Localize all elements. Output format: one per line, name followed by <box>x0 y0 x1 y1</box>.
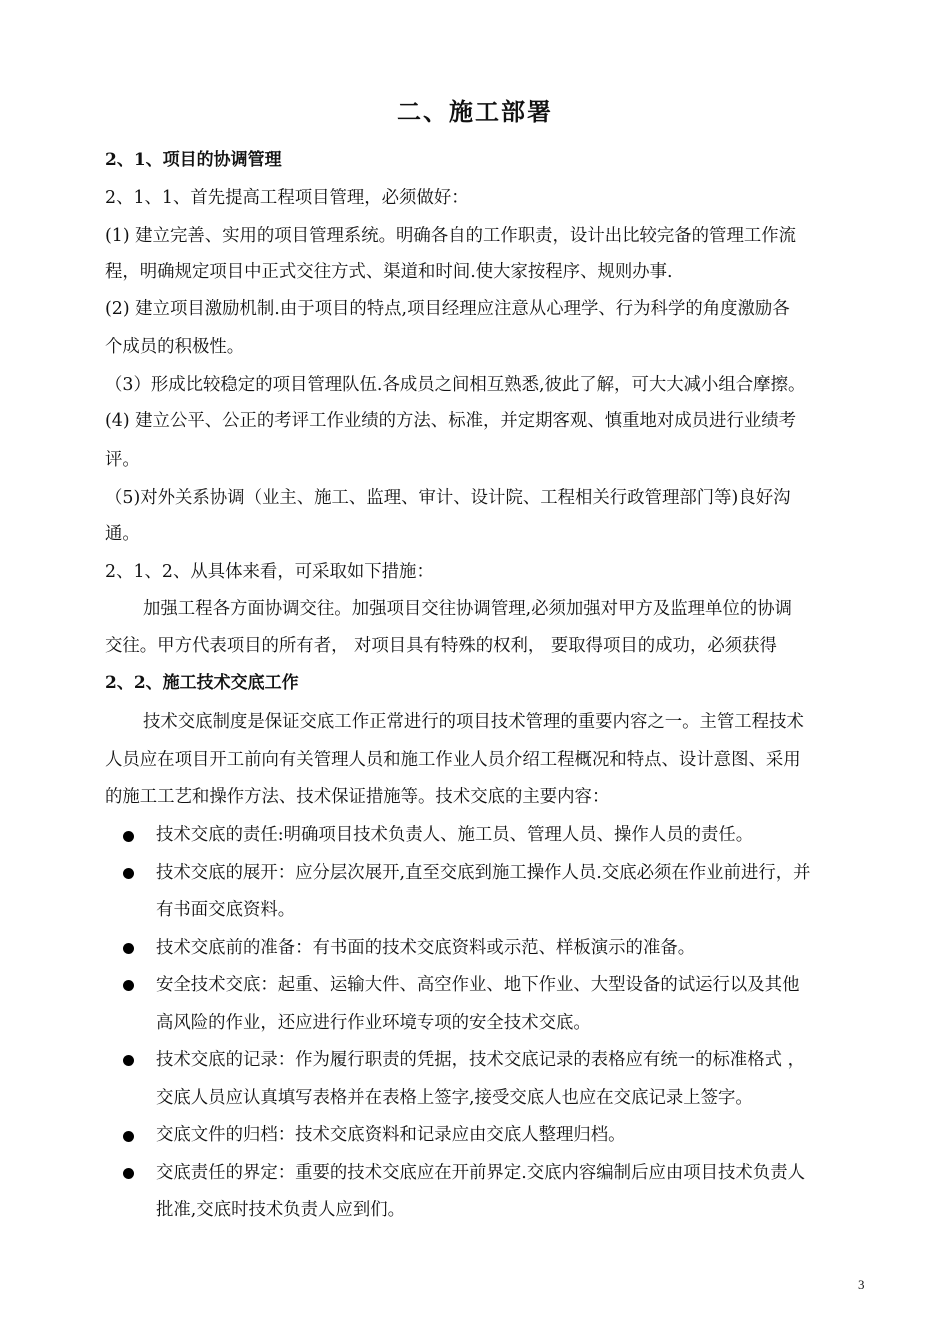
tech-para-line-3: 的施工工艺和操作方法、技术保证措施等。技术交底的主要内容： <box>105 787 610 807</box>
bullet-item-archive: 交底文件的归档：技术交底资料和记录应由交底人整理归档。 <box>156 1125 626 1145</box>
bullet-item-responsibility: 技术交底的责任:明确项目技术负责人、施工员、管理人员、操作人员的责任。 <box>156 825 754 845</box>
subheading-2-1-1: 2、1、1、首先提高工程项目管理，必须做好： <box>105 188 469 208</box>
bullet-item-preparation: 技术交底前的准备：有书面的技术交底资料或示范、样板演示的准备。 <box>156 938 696 958</box>
bullet-dot <box>123 980 134 991</box>
bullet-dot <box>123 868 134 879</box>
paragraph-line-1: 加强工程各方面协调交往。加强项目交往协调管理,必须加强对甲方及监理单位的协调 <box>143 599 792 619</box>
item-3-line-1: （3）形成比较稳定的项目管理队伍.各成员之间相互熟悉,彼此了解，可大大减小组合摩擦。 <box>105 375 806 395</box>
bullet-dot <box>123 831 134 842</box>
page-title: 二、施工部署 <box>397 97 553 126</box>
section-heading-2-2: 2、2、施工技术交底工作 <box>105 673 299 693</box>
bullet-item-safety-line-2: 高风险的作业，还应进行作业环境专项的安全技术交底。 <box>156 1013 591 1033</box>
paragraph-line-2: 交往。甲方代表项目的所有者， 对项目具有特殊的权利， 要取得项目的成功，必须获得 <box>105 636 777 656</box>
bullet-item-definition-line-2: 批准,交底时技术负责人应到们。 <box>156 1200 405 1220</box>
item-1-line-2: 程，明确规定项目中正式交往方式、渠道和时间.使大家按程序、规则办事. <box>105 262 673 282</box>
item-5-line-2: 通。 <box>105 524 140 544</box>
item-2-line-2: 个成员的积极性。 <box>105 337 245 357</box>
item-5-line-1: （5)对外关系协调（业主、施工、监理、审计、设计院、工程相关行政管理部门等)良好沟 <box>105 488 791 508</box>
bullet-dot <box>123 1055 134 1066</box>
item-4-line-1: (4) 建立公平、公正的考评工作业绩的方法、标准，并定期客观、慎重地对成员进行业绩考 <box>105 411 797 431</box>
page-number: 3 <box>858 1277 865 1292</box>
bullet-dot <box>123 1168 134 1179</box>
bullet-dot <box>123 1131 134 1142</box>
item-4-line-2: 评。 <box>105 450 140 470</box>
bullet-item-safety-line-1: 安全技术交底：起重、运输大件、高空作业、地下作业、大型设备的试运行以及其他 <box>156 975 800 995</box>
bullet-dot <box>123 943 134 954</box>
bullet-item-expansion-line-1: 技术交底的展开：应分层次展开,直至交底到施工操作人员.交底必须在作业前进行，并 <box>156 863 811 883</box>
section-heading-2-1: 2、1、项目的协调管理 <box>105 150 282 170</box>
bullet-item-definition-line-1: 交底责任的界定：重要的技术交底应在开前界定.交底内容编制后应由项目技术负责人 <box>156 1163 805 1183</box>
item-2-line-1: (2) 建立项目激励机制.由于项目的特点,项目经理应注意从心理学、行为科学的角度激励各 <box>105 299 790 319</box>
bullet-item-expansion-line-2: 有书面交底资料。 <box>156 900 296 920</box>
bullet-item-record-line-2: 交底人员应认真填写表格并在表格上签字,接受交底人也应在交底记录上签字。 <box>156 1088 753 1108</box>
tech-para-line-1: 技术交底制度是保证交底工作正常进行的项目技术管理的重要内容之一。主管工程技术 <box>143 712 804 732</box>
subheading-2-1-2: 2、1、2、从具体来看，可采取如下措施： <box>105 562 434 582</box>
tech-para-line-2: 人员应在项目开工前向有关管理人员和施工作业人员介绍工程概况和特点、设计意图、采用 <box>105 750 801 770</box>
item-1-line-1: (1) 建立完善、实用的项目管理系统。明确各自的工作职责，设计出比较完备的管理工作流 <box>105 226 797 246</box>
bullet-item-record-line-1: 技术交底的记录：作为履行职责的凭据，技术交底记录的表格应有统一的标准格式 ， <box>156 1050 805 1070</box>
